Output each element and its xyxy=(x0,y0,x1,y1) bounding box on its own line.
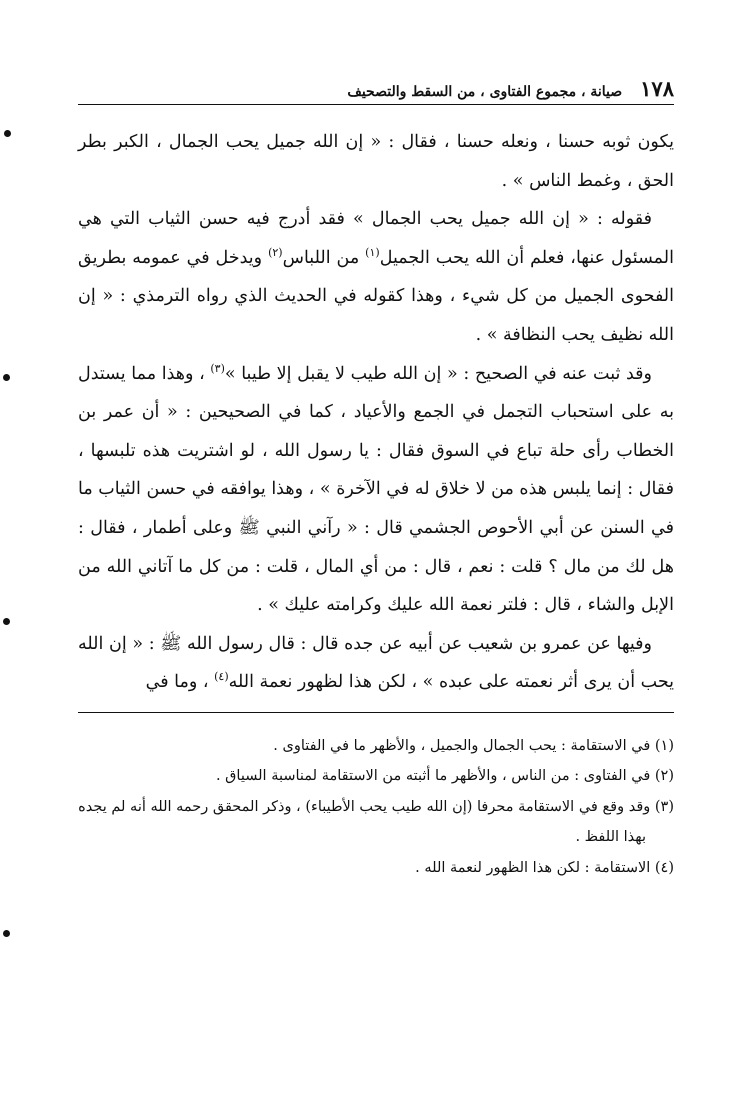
margin-mark xyxy=(3,618,10,625)
footnote-ref-2[interactable]: (٢) xyxy=(268,245,283,259)
running-title: صيانة ، مجموع الفتاوى ، من السقط والتصحيف xyxy=(347,84,623,100)
footnote-ref-4[interactable]: (٤) xyxy=(214,670,229,684)
paragraph-2 xyxy=(78,200,674,354)
paragraph-3 xyxy=(78,355,674,625)
margin-mark xyxy=(3,374,10,381)
footnote-separator xyxy=(78,712,674,713)
footnote-ref-3[interactable]: (٣) xyxy=(210,361,225,375)
footnotes xyxy=(78,731,674,884)
footnote-4: (٤) الاستقامة : لكن هذا الظهور لنعمة الله . xyxy=(415,859,674,876)
paragraph-3-text-b: ، وهذا مما يستدل به على استحباب التجمل في الجمع والأعياد ، كما في الصحيحين : « أن عمر بن الخطاب رأى حلة تباع في السوق فقال : يا رسول الله ، لو اشتريت هذه تلبسها ، فقال : إنما يلبس هذه من لا خلاق له في الآخرة » ، وهذا يوافقه في حسن الثياب ما في السنن عن أبي الأحوص الجشمي قال : « رآني النبي ﷺ وعلى أطمار ، فقال : هل لك من مال ؟ قلت : نعم ، قال : من أي المال ، قلت : من كل ما آتاني الله من الإبل والشاء ، قال : فلتر نعمة الله عليك وكرامته عليك » . xyxy=(78,363,674,616)
footnote-ref-1[interactable]: (١) xyxy=(365,245,380,259)
paragraph-3-text-a: وقد ثبت عنه في الصحيح : « إن الله طيب لا يقبل إلا طيبا » xyxy=(224,363,652,384)
paragraph-4 xyxy=(78,625,674,702)
page-number: ١٧٨ xyxy=(640,76,674,101)
paragraph-2-text-a: فقوله : « إن الله جميل يحب الجمال » فقد أدرج فيه حسن الثياب التي هي المسئول عنها، فعلم أن الله يحب الجميل xyxy=(78,209,674,268)
footnote-3: (٣) وقد وقع في الاستقامة محرفا (إن الله طيب يحب الأطيباء) ، وذكر المحقق رحمه الله أنه لم يجده بهذا اللفظ . xyxy=(78,798,674,846)
footnote-1: (١) في الاستقامة : يحب الجمال والجميل ، والأظهر ما في الفتاوى . xyxy=(273,737,674,754)
main-text xyxy=(78,123,674,702)
paragraph-2-text-b: من اللباس xyxy=(282,247,366,268)
paragraph-4-text-a: وفيها عن عمرو بن شعيب عن أبيه عن جده قال : قال رسول الله ﷺ : « إن الله يحب أن يرى أثر نعمته على عبده » ، لكن هذا لظهور نعمة الله xyxy=(78,633,674,693)
margin-mark xyxy=(4,130,11,137)
paragraph-1: يكون ثوبه حسنا ، ونعله حسنا ، فقال : « إن الله جميل يحب الجمال ، الكبر بطر الحق ، وغمط الناس » . xyxy=(78,132,674,191)
running-header xyxy=(78,76,674,105)
footnote-2: (٢) في الفتاوى : من الناس ، والأظهر ما أثبته من الاستقامة لمناسبة السياق . xyxy=(215,768,674,785)
paragraph-4-text-b: ، وما في xyxy=(145,672,215,693)
book-page xyxy=(78,76,674,1086)
paragraph-2-text-c: ويدخل في عمومه بطريق الفحوى الجميل من كل شيء ، وهذا كقوله في الحديث الذي رواه الترمذي : « إن الله نظيف يحب النظافة » . xyxy=(78,247,674,345)
margin-mark xyxy=(3,930,10,937)
